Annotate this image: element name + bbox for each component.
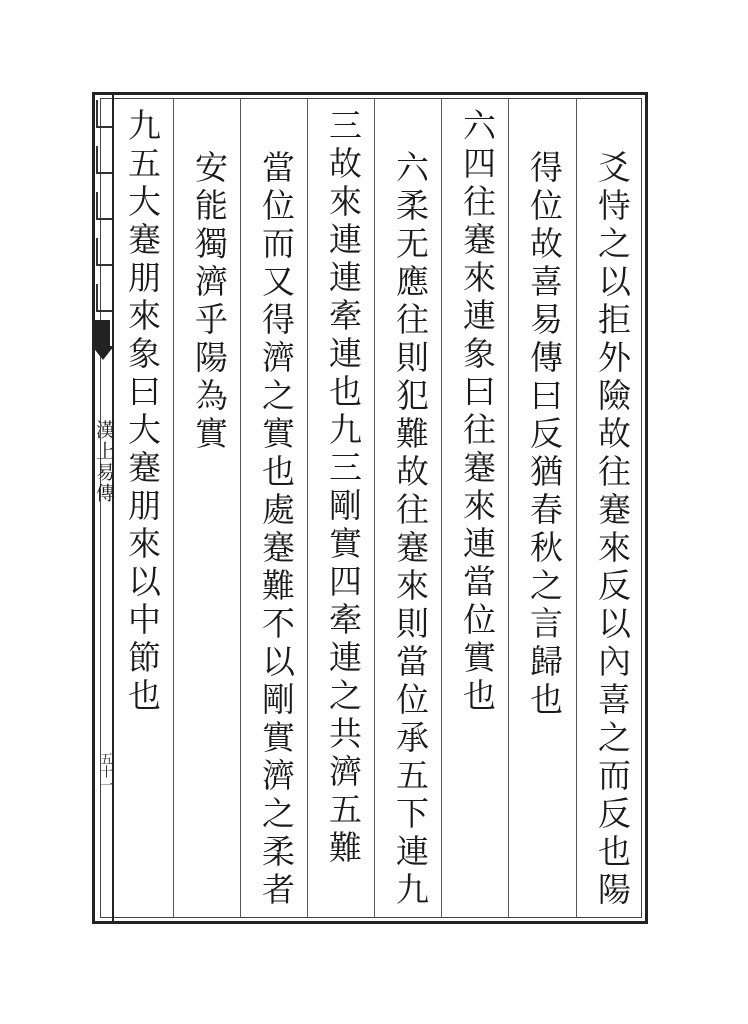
spine-mark [96, 192, 112, 220]
text-column-2: 得位故喜易傳曰反猶春秋之言歸也 [525, 150, 564, 720]
column-rule [441, 98, 442, 918]
text-column-3: 六四往蹇來連象曰往蹇來連當位實也 [458, 108, 497, 716]
column-rule [374, 98, 375, 918]
fish-tail-mark [92, 320, 114, 360]
column-rule [173, 98, 174, 918]
text-column-8: 九五大蹇朋來象曰大蹇朋來以中節也 [123, 108, 162, 716]
fish-tail-block [94, 320, 110, 346]
spine-mark [96, 100, 112, 128]
text-column-5: 三故來連連牽連也九三剛實四牽連之共濟五難 [324, 108, 363, 868]
spine-mark [96, 146, 112, 174]
column-rule [508, 98, 509, 918]
spine-marks [94, 92, 114, 345]
fish-tail-wing [92, 346, 114, 360]
spine-mark [96, 284, 112, 312]
margin-title: 漢上易傳 [93, 420, 115, 504]
margin-spine [92, 92, 114, 924]
column-rule [576, 98, 577, 918]
text-column-7: 安能獨濟乎陽為實 [190, 150, 229, 454]
spine-mark [96, 238, 112, 266]
text-column-1: 爻恃之以拒外險故往蹇來反以內喜之而反也陽 [593, 150, 632, 910]
column-rule [307, 98, 308, 918]
text-column-4: 六柔无應往則犯難故往蹇來則當位承五下連九 [391, 150, 430, 910]
text-column-6: 當位而又得濟之實也處蹇難不以剛實濟之柔者 [257, 150, 296, 910]
margin-page-number: 五十一 [97, 752, 112, 791]
column-rule [240, 98, 241, 918]
